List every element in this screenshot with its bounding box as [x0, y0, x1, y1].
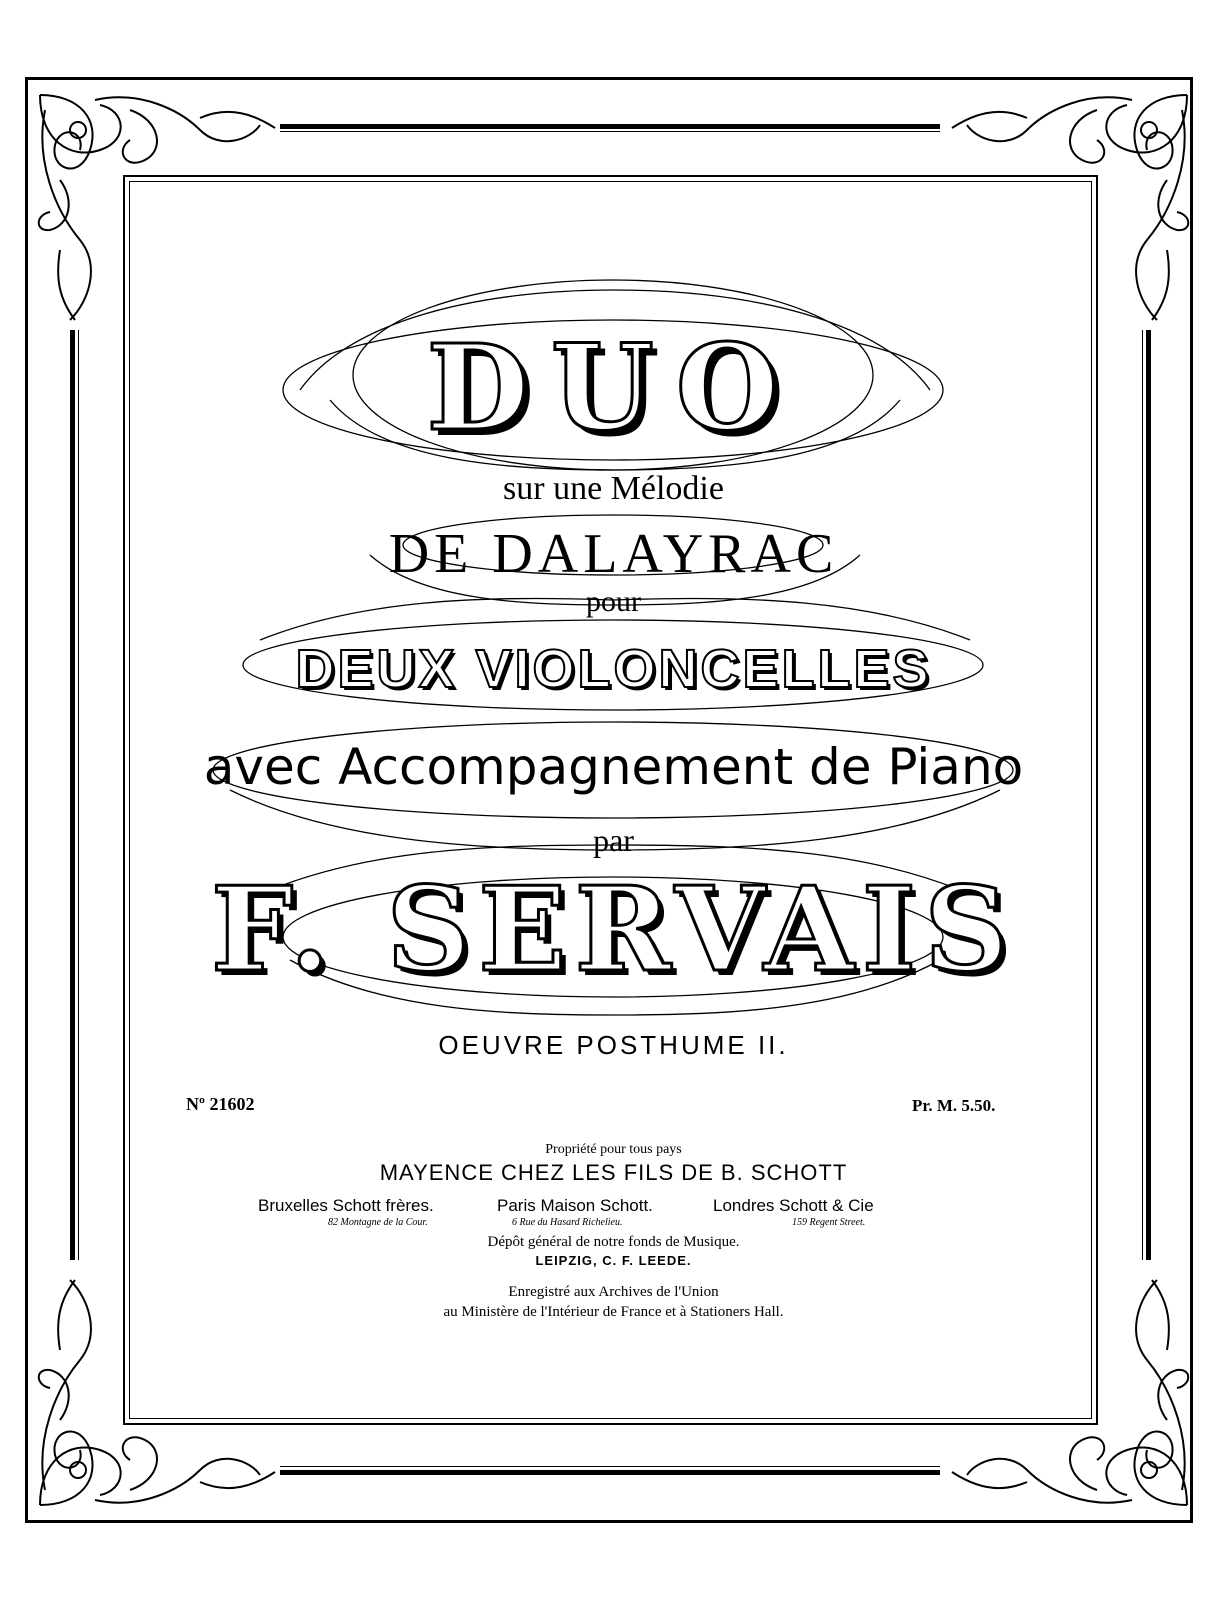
branch-brussels: Bruxelles Schott frères.	[258, 1196, 434, 1215]
page-title: DUO	[426, 318, 801, 457]
price: Pr. M. 5.50.	[912, 1096, 996, 1115]
corner-ornament-top-left	[39, 95, 275, 320]
rights-notice: Propriété pour tous pays	[545, 1142, 682, 1157]
branch-london: Londres Schott & Cie	[713, 1196, 874, 1215]
address-brussels: 82 Montagne de la Cour.	[328, 1217, 428, 1228]
address-paris: 6 Rue du Hasard Richelieu.	[512, 1217, 623, 1228]
publisher: MAYENCE CHEZ LES FILS DE B. SCHOTT	[379, 1160, 848, 1185]
opus-number: OEUVRE POSTHUME II.	[438, 1030, 789, 1060]
branch-paris: Paris Maison Schott.	[497, 1196, 653, 1215]
composer-name: F. SERVAIS	[211, 862, 1016, 998]
instrumentation: DEUX VIOLONCELLES	[295, 639, 932, 699]
par-label: par	[593, 822, 634, 858]
depot-city: LEIPZIG, C. F. LEEDE.	[535, 1253, 692, 1268]
subtitle: sur une Mélodie	[503, 470, 724, 507]
pour-label: pour	[586, 585, 641, 618]
address-london: 159 Regent Street.	[792, 1217, 866, 1228]
corner-ornament-top-right	[952, 95, 1188, 320]
registration-line-1: Enregistré aux Archives de l'Union	[508, 1284, 719, 1300]
plate-number: Nº 21602	[186, 1094, 255, 1114]
melody-source: DE DALAYRAC	[388, 523, 839, 585]
registration-line-2: au Ministère de l'Intérieur de France et à Stationers Hall.	[443, 1304, 784, 1320]
depot-notice: Dépôt général de notre fonds de Musique.	[487, 1234, 740, 1250]
accompaniment: avec Accompagnement de Piano	[203, 738, 1024, 796]
